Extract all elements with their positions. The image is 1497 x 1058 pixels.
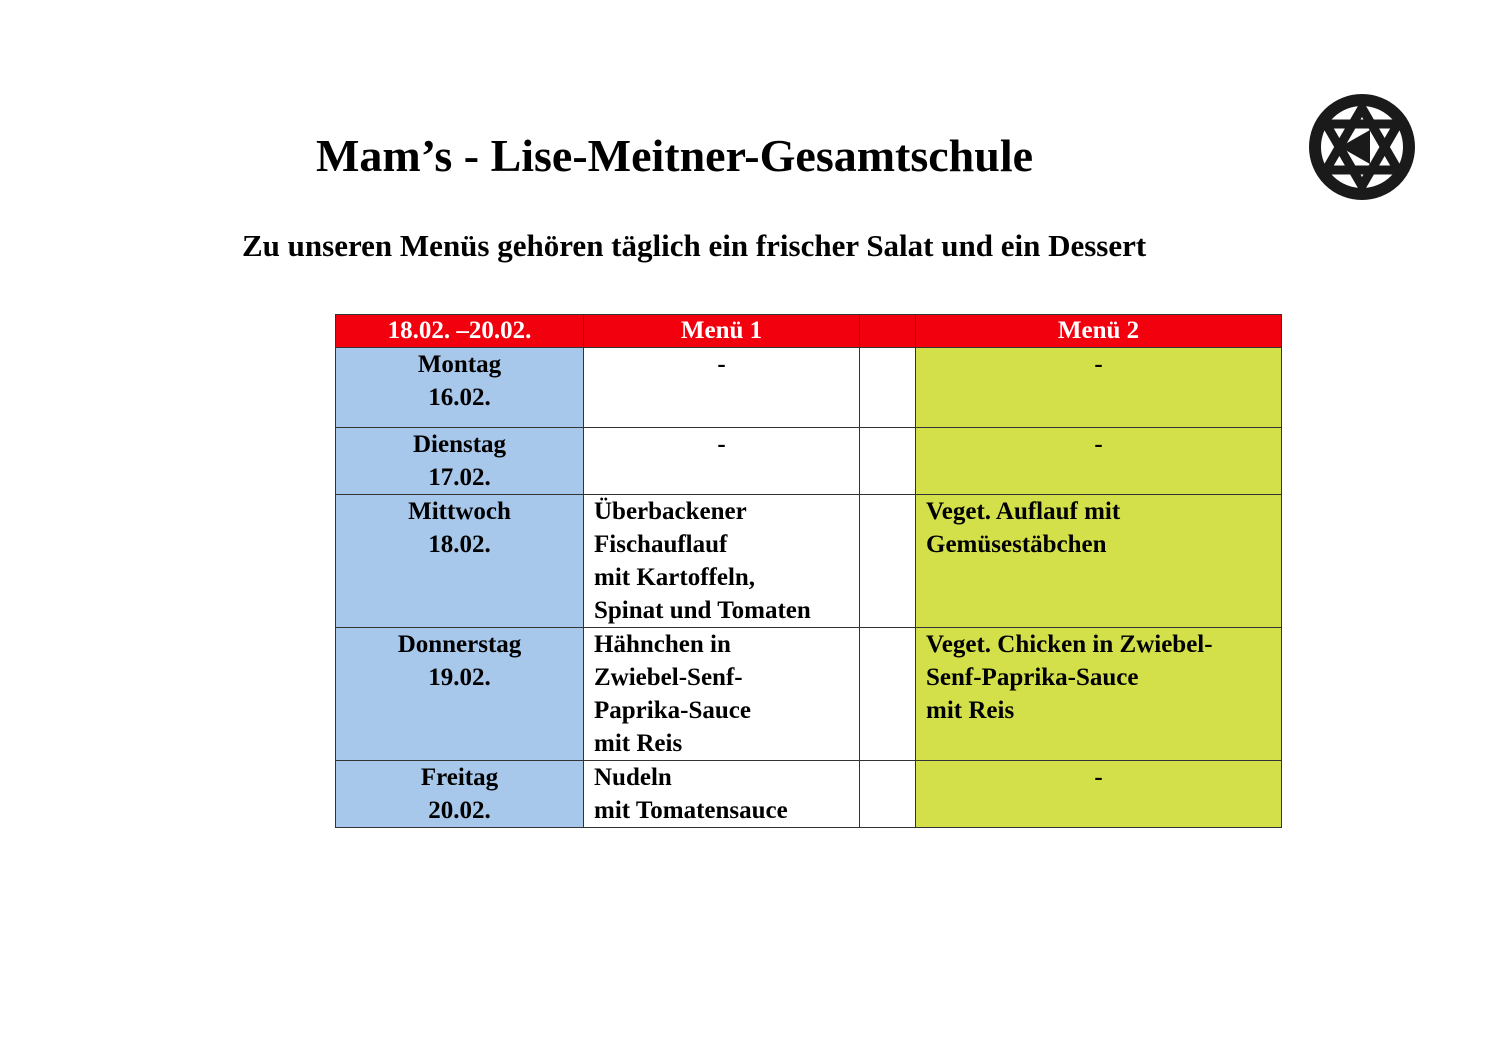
day-name: Donnerstag <box>397 631 522 658</box>
menu2-line: Senf-Paprika-Sauce <box>926 664 1139 691</box>
menu1-line: mit Kartoffeln, <box>594 564 756 591</box>
spacer-cell <box>860 495 916 628</box>
menu2-line: mit Reis <box>926 697 1015 724</box>
spacer-cell <box>860 628 916 761</box>
day-cell <box>336 495 584 628</box>
day-name: Dienstag <box>412 431 507 458</box>
school-logo-icon <box>1300 90 1424 204</box>
spacer-cell <box>860 428 916 495</box>
column-header-spacer <box>860 315 916 348</box>
day-cell <box>336 761 584 828</box>
menu1-cell <box>584 428 860 495</box>
menu2-cell <box>916 761 1282 828</box>
column-header-menu1: Menü 1 <box>584 315 860 348</box>
menu2-line: Veget. Chicken in Zwiebel- <box>926 631 1213 658</box>
menu1-cell <box>584 495 860 628</box>
table-row <box>336 761 1282 828</box>
day-cell <box>336 348 584 428</box>
menu1-line: Nudeln <box>594 764 672 791</box>
menu2-line: - <box>1094 431 1103 458</box>
menu2-cell <box>916 628 1282 761</box>
day-date: 20.02. <box>428 797 491 824</box>
menu1-line: mit Reis <box>594 730 683 757</box>
menu2-line: Veget. Auflauf mit <box>926 498 1121 525</box>
menu-table <box>335 314 1282 828</box>
menu1-line: Hähnchen in <box>594 631 731 658</box>
menu2-cell <box>916 428 1282 495</box>
menu1-line: Zwiebel-Senf- <box>594 664 743 691</box>
table-row <box>336 348 1282 428</box>
day-date: 17.02. <box>428 464 491 491</box>
menu1-cell <box>584 628 860 761</box>
table-row <box>336 495 1282 628</box>
spacer-cell <box>860 761 916 828</box>
menu1-line: - <box>717 431 726 458</box>
menu2-line: - <box>1094 764 1103 791</box>
page-title: Mam’s - Lise-Meitner-Gesamtschule <box>316 130 1034 181</box>
menu1-line: Paprika-Sauce <box>594 697 751 724</box>
menu1-line: Fischauflauf <box>594 531 728 558</box>
menu2-line: - <box>1094 351 1103 378</box>
day-date: 16.02. <box>428 384 491 411</box>
menu1-line: mit Tomatensauce <box>594 797 788 824</box>
day-cell <box>336 628 584 761</box>
menu1-line: - <box>717 351 726 378</box>
page-subtitle: Zu unseren Menüs gehören täglich ein frischer Salat und ein Dessert <box>242 228 1147 263</box>
table-row <box>336 628 1282 761</box>
column-header-week: 18.02. –20.02. <box>336 315 584 348</box>
day-cell <box>336 428 584 495</box>
day-name: Montag <box>417 351 502 378</box>
column-header-menu2: Menü 2 <box>916 315 1282 348</box>
day-date: 18.02. <box>428 531 491 558</box>
menu2-line: Gemüsestäbchen <box>926 531 1107 558</box>
day-name: Mittwoch <box>408 498 511 525</box>
menu1-line: Spinat und Tomaten <box>594 597 811 624</box>
menu2-cell <box>916 348 1282 428</box>
table-header-row <box>336 315 1282 348</box>
menu2-cell <box>916 495 1282 628</box>
day-date: 19.02. <box>428 664 491 691</box>
menu1-cell <box>584 761 860 828</box>
spacer-cell <box>860 348 916 428</box>
table-row <box>336 428 1282 495</box>
menu1-cell <box>584 348 860 428</box>
menu1-line: Überbackener <box>594 498 747 525</box>
day-name: Freitag <box>420 764 499 791</box>
